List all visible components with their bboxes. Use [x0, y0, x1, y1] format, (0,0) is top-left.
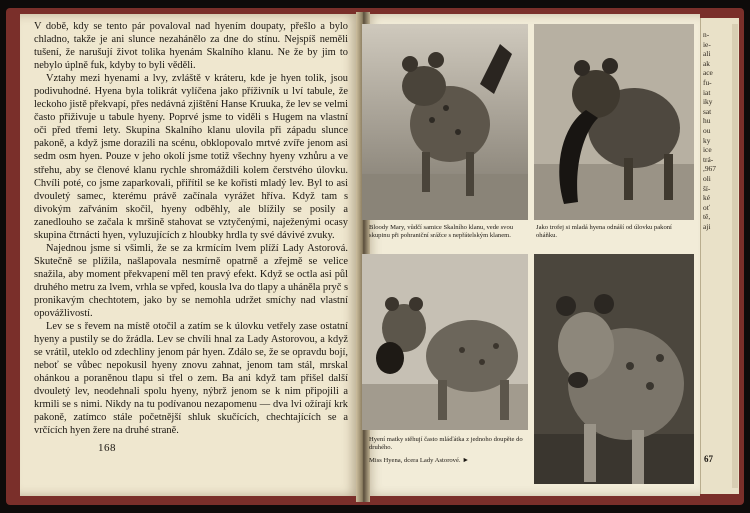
caption-miss-hyena-text: Miss Hyena, dcera Lady Astorové.: [369, 457, 461, 464]
hyena-trophy-image: [534, 24, 694, 220]
strip-line: ie-: [703, 39, 711, 49]
photo-hyena-walking: [362, 24, 528, 220]
paragraph-4: Lev se s řevem na místě otočil a zatím se k úlovku vetřely zase ostatní hyeny a pustily se do žrádla. Lev se chvíli hnal za Lady Astorovou, a když se vrátil, uteklo od zdechliny jenom pár hyen. Zdálo se, že se opravdu bojí, neboť se vůbec nepokusil hyeny znovu zahnat, jenom tam stál, mrskal ohánkou a poraněnou tlapu si třel o zem. Ba ani když tam přišel další dvouletý lev, neodehnali spolu hyeny, nýbrž jenom se k nim připojili a krmili se s nimi. Nikdy na tu podívanou nezapomenu — dva lvi ožírají krk pakoně, zatímco stále početnější shluk skučících, chechtajících se a vrčících hyen žere na druhé straně.: [34, 321, 348, 437]
right-page-number: 67: [704, 454, 713, 464]
strip-line: ou: [703, 125, 711, 135]
strip-line: ice: [703, 145, 712, 155]
next-page-margin-strip: [703, 30, 729, 231]
strip-line: trá-: [703, 154, 714, 164]
caption-top-left: Bloody Mary, vůdčí samice Skalního klanu, vede svou skupinu při pohraniční srážce s nepřátelským klanem.: [369, 224, 514, 239]
strip-line: ,967: [703, 164, 716, 174]
caption-miss-hyena: [369, 456, 529, 465]
paragraph-3: Najednou jsme si všimli, že se za krmícím lvem plíží Lady Astorová. Skutečně se plížila, našlapovala nesmírně opatrně a zřejmě se velice snažila, aby moment překvapení měl ten pravý efekt. Když se octla asi půl druhého metru za lvem, vrhla se vpřed, kousla lva do tlapy a uháněla pryč s pronikavým chechtotem, jako by se nemohla udržet smíchy nad vlastní opovážlivostí.: [34, 242, 348, 320]
strip-line: oť: [703, 202, 710, 212]
hyena-mother-cub-image: [362, 254, 528, 430]
caption-top-right: Jako trofej si mladá hyena odnáší od úlovku pakoní oháňku.: [536, 224, 672, 239]
strip-line: iky: [703, 97, 713, 107]
strip-line: iat: [703, 87, 711, 97]
strip-line: oli: [703, 173, 711, 183]
left-page-body: [34, 20, 348, 438]
strip-line: ší-: [703, 183, 711, 193]
caption-bottom-left: Hyení matky stěhují často mláďátka z jednoho doupěte do druhého.: [369, 436, 523, 451]
strip-line: ak: [703, 58, 710, 68]
strip-line: hu: [703, 116, 711, 126]
miss-hyena-image: [534, 254, 694, 484]
hyena-walking-image: [362, 24, 528, 220]
strip-line: ké: [703, 193, 710, 203]
paragraph-2: Vztahy mezi hyenami a lvy, zvláště v kráteru, kde je hyen tolik, jsou podivuhodné. Hyena byla tolikrát vylíčena jako příživník u lví tabule, že leckoho jistě překvapí, přes nedávná zjištění Hanse Kruuka, že lev se velmi často přiživuje u tabule hyeny. Poprvé jsme to viděli s Hugem na vlastní oči před třemi lety. Skupina Skalního klanu ulovila při západu slunce pakoně, a když jsme dorazili na scénu, obklopovalo mrtvé zvíře jenom asi sedm osm hyen. Pouze v jeho okolí jsme totiž všechny hyeny vzhůru a ve střehu, aby se členové klanu rychle shromáždili kolem čerstvého úlovku. Chvíli poté, co jsme zaparkovali, přiřítil se ke kořisti mladý lev. Byl to asi dvouletý samec, kterému právě začínala vyrážet hříva. Když tam s divokým zařváním skočil, hyeny odběhly, ale blížily se posily a zanedlouho se začala k mršině stahovat se vztyčenými, naježenými ocasy skupina čtrnácti hyen, vyluzujících z hloubky hrdla ty své dávivé zvuky.: [34, 73, 348, 241]
arrow-right-icon: ►: [462, 456, 470, 464]
paragraph-1: V době, kdy se tento pár povaloval nad hyením doupaty, přešlo a bylo chladno, takže je ani slunce nezahánělo za dne do stínu. Nejspíš neměli tušení, že narušují život tolika hyenám Skalního klanu. Ne že by jim to nebylo úplně fuk, kdyby to byli věděli.: [34, 21, 348, 72]
strip-line: n-: [703, 30, 710, 39]
photo-hyena-trophy: [534, 24, 694, 220]
strip-line: fu-: [703, 77, 712, 87]
strip-line: tě,: [703, 212, 711, 222]
strip-line: ali: [703, 49, 711, 59]
page-edge-inner: [732, 24, 738, 488]
photo-hyena-mother-cub: [362, 254, 528, 430]
strip-line: ace: [703, 68, 713, 78]
left-page-number: 168: [98, 442, 116, 454]
strip-line: ky: [703, 135, 711, 145]
photo-miss-hyena: [534, 254, 694, 484]
strip-line: sat: [703, 106, 712, 116]
strip-line: aji: [703, 221, 711, 231]
